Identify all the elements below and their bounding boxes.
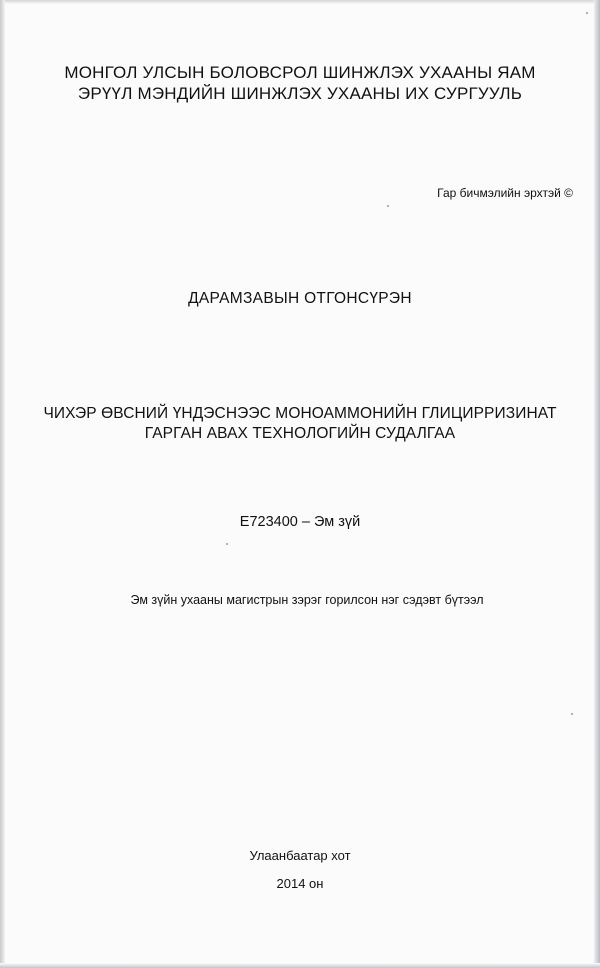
degree-note: Эм зүйн ухааны магистрын зэрэг горилсон нэг сэдэвт бүтээл (130, 593, 484, 607)
copyright-note: Гар бичмэлийн эрхтэй © (437, 186, 573, 200)
city-name: Улаанбаатар хот (249, 848, 351, 863)
page-edge-bottom (0, 963, 600, 968)
thesis-title-line-1: ЧИХЭР ӨВСНИЙ ҮНДЭСНЭЭС МОНОАММОНИЙН ГЛИЦИРРИЗИНАТ (43, 405, 557, 422)
page-edge-top (0, 0, 600, 4)
ministry-name: МОНГОЛ УЛСЫН БОЛОВСРОЛ ШИНЖЛЭХ УХААНЫ ЯАМ (64, 63, 536, 82)
scan-speck (586, 12, 588, 14)
author-name: ДАРАМЗАВЫН ОТГОНСҮРЭН (188, 290, 412, 307)
specialty-code: E723400 – Эм зүй (239, 514, 361, 530)
thesis-title (0, 404, 600, 444)
thesis-title-line-2: ГАРГАН АВАХ ТЕХНОЛОГИЙН СУДАЛГАА (144, 425, 456, 442)
scan-speck (387, 205, 389, 207)
scan-speck (226, 543, 228, 545)
institution-header (0, 62, 600, 104)
page-edge-right (594, 0, 600, 968)
page-edge-left (0, 0, 5, 968)
university-name: ЭРҮҮЛ МЭНДИЙН ШИНЖЛЭХ УХААНЫ ИХ СУРГУУЛЬ (77, 84, 523, 103)
scan-speck (571, 713, 573, 715)
publication-year: 2014 он (276, 876, 324, 891)
